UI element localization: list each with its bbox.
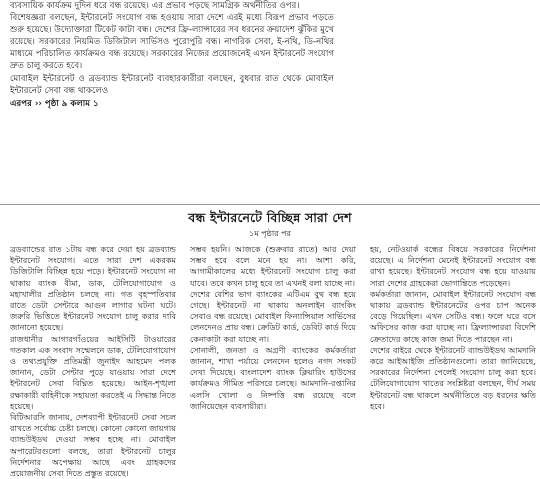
column-1-paragraph: বিটিআরসি জানায়, দেশব্যাপী ইন্টারনেট সেবা সচল রাখতে সর্বোচ্চ চেষ্টা চলছে। কোনো কোনো জায়গায় ব্যান্ডউইডথ দেওয়া সম্ভব হচ্ছে না। মোবাইল অপারেটরগুলো বলছে, তারা ইন্টারনেট চালুর নির্দেশনার অপেক্ষায় আছে এবং গ্রাহকদের প্রয়োজনীয় সেবা দিতে প্রস্তুত রয়েছে। [10, 412, 176, 479]
column-1-paragraph: ব্রডব্যান্ডের রাত ১টায় বন্ধ করে দেয়া হয় ব্রডব্যান্ড ইন্টারনেট সংযোগ। এতে সারা দেশ একরকম ডিজিটালি বিচ্ছিন্ন হয়ে পড়ে। ইন্টারনেট সংযোগ না থাকায় ব্যাংক বীমা, ডাক, টেলিযোগাযোগ ও মহাখালীর প্রতিষ্ঠান চলছে না। গত বৃহস্পতিবার রাতে ডেটা সেন্টারে আগুন লাগার ঘটনা ঘটে। জরুরি ভিত্তিতে ইন্টারনেট সংযোগ চালু করার দাবি জানানো হয়েছে। [10, 244, 176, 333]
column-3-paragraph: দেশের বাইরে থেকে ইন্টারনেট ব্যান্ডউইডথ আমদানি করে আইআইজি প্রতিষ্ঠানগুলো। তারা জানিয়েছে, সরকারের নির্দেশনা পেলেই সংযোগ চালু করা হবে। টেলিযোগাযোগ খাতের সংশ্লিষ্টরা বলছেন, দীর্ঘ সময় ইন্টারনেট বন্ধ থাকলে অর্থনীতিতে বড় ধরনের ক্ষতি হবে। [370, 344, 536, 411]
column-2-paragraph: সোনালী, জনতা ও অগ্রণী ব্যাংকের কর্মকর্তারা জানান, শাখা পর্যায়ে লেনদেন হলেও নগদ সংকট দেখা দিয়েছে। বাংলাদেশ ব্যাংক ক্লিয়ারিং হাউসের কার্যক্রমও সীমিত পরিসরে চলছে। আমদানি-রপ্তানির এলসি খোলা ও নিষ্পত্তি বন্ধ রয়েছে বলে জানিয়েছেন ব্যবসায়ীরা। [190, 344, 356, 411]
top-paragraph-3: মোবাইল ইন্টারনেট ও ব্রডব্যান্ড ইন্টারনেট ব্যবহারকারীরা বলছেন, বুধবার রাত থেকে মোবাইল ইন্টারনেট সেবা বন্ধ থাকলেও [10, 73, 334, 96]
top-article-continuation [10, 0, 334, 110]
article-column-3 [370, 244, 536, 440]
article-column-2 [190, 244, 356, 440]
column-2-paragraph: দেশের বেশির ভাগ ব্যাংকের এটিএম বুথ বন্ধ হয়ে গেছে। ইন্টারনেট না থাকায় অনলাইন ব্যাংকিং সেবাও বন্ধ রয়েছে। মোবাইল ফিন্যান্সিয়াল সার্ভিসের লেনদেনও প্রায় বন্ধ। ক্রেডিট কার্ড, ডেবিট কার্ড দিয়ে কেনাকাটা করা যাচ্ছে না। [190, 288, 356, 344]
column-3-paragraph: হয়, নেটওয়ার্ক বন্ধের বিষয়ে সরকারের নির্দেশনা রয়েছে। এ নির্দেশনা মেনেই ইন্টারনেট সংযোগ বন্ধ রাখা হয়েছে। ইন্টারনেট সংযোগ বন্ধ হয়ে যাওয়ায় সারা দেশের গ্রাহকেরা ভোগান্তিতে পড়েছেন। [370, 244, 536, 288]
continued-on-page-note: এরপর ›› পৃষ্ঠা ৯ কলাম ১ [10, 98, 99, 109]
article-subhead: ১ম পৃষ্ঠার পর [249, 229, 291, 238]
top-paragraph-2: বিশেষজ্ঞরা বলছেন, ইন্টারনেট সংযোগ বন্ধ হওয়ায় সারা দেশে এরই মধ্যে বিরূপ প্রভাব পড়তে শুরু হয়েছে। উদ্যোক্তারা টিকেট কাটা বন্ধ। দেশের ফ্রি-ল্যান্সারের সব ধরনের ক্রয়াদেশ ঝুঁকির মুখে রয়েছে। সরকারের নিয়মিত ডিজিটাল সার্ভিসও পুরোপুরি বন্ধ। নাগরিক সেবা, ই-নথি, ডি-নথির মাধ্যমে পরিচালিত কার্যক্রমও বন্ধ রয়েছে। সরকারের নিজের প্রয়োজনেই এখন ইন্টারনেট সংযোগ দ্রুত চালু করতে হবে। [10, 13, 334, 72]
column-2-paragraph: সম্ভব হয়নি। আজকে (শুক্রবার রাতে) আর দেয়া সম্ভব হবে বলে মনে হয় না। আশা করি, আগামীকালের মধ্যে ইন্টারনেট সংযোগ চালু করা যাবে। তবে কখন চালু হবে তা এখনই বলা যাচ্ছে না। [190, 244, 356, 288]
column-1-paragraph: রাজধানীর আগারগাঁওয়ের আইসিটি টাওয়ারের গতকাল এক সংবাদ সম্মেলনে ডাক, টেলিযোগাযোগ ও তথ্যপ্রযুক্তি প্রতিমন্ত্রী জুনাইদ আহমেদ পলক জানান, ডেটা সেন্টার পুড়ে যাওয়ায় সারা দেশে ইন্টারনেট সেবা বিঘ্নিত হয়েছে। আইন-শৃঙ্খলা রক্ষাকারী বাহিনীকে সহায়তা করতেই এ সিদ্ধান্ত নিতে হয়েছে। [10, 333, 176, 411]
section-divider [0, 204, 540, 205]
article-columns [10, 244, 536, 479]
top-paragraph-1: ব্যবসায়িক কার্যক্রম দুদিন ধরে বন্ধ রয়েছে। এর প্রভাব পড়ছে সামগ্রিক অর্থনীতির ওপর। [10, 1, 300, 11]
article-headline: বন্ধ ইন্টারনেটে বিচ্ছিন্ন সারা দেশ [188, 210, 352, 225]
article-column-1 [10, 244, 176, 479]
column-3-paragraph: কর্মকর্তারা জানান, মোবাইল ইন্টারনেট সংযোগ বন্ধ থাকায় ব্রডব্যান্ড ইন্টারনেটের ওপর চাপ অনেক বেড়ে গিয়েছিল। এখন সেটিও বন্ধ। ফলে ঘরে বসে অফিসের কাজ করা যাচ্ছে না। ফ্রিল্যান্সাররা বিদেশি ক্রেতাদের কাছে কাজ জমা দিতে পারছেন না। [370, 288, 536, 344]
